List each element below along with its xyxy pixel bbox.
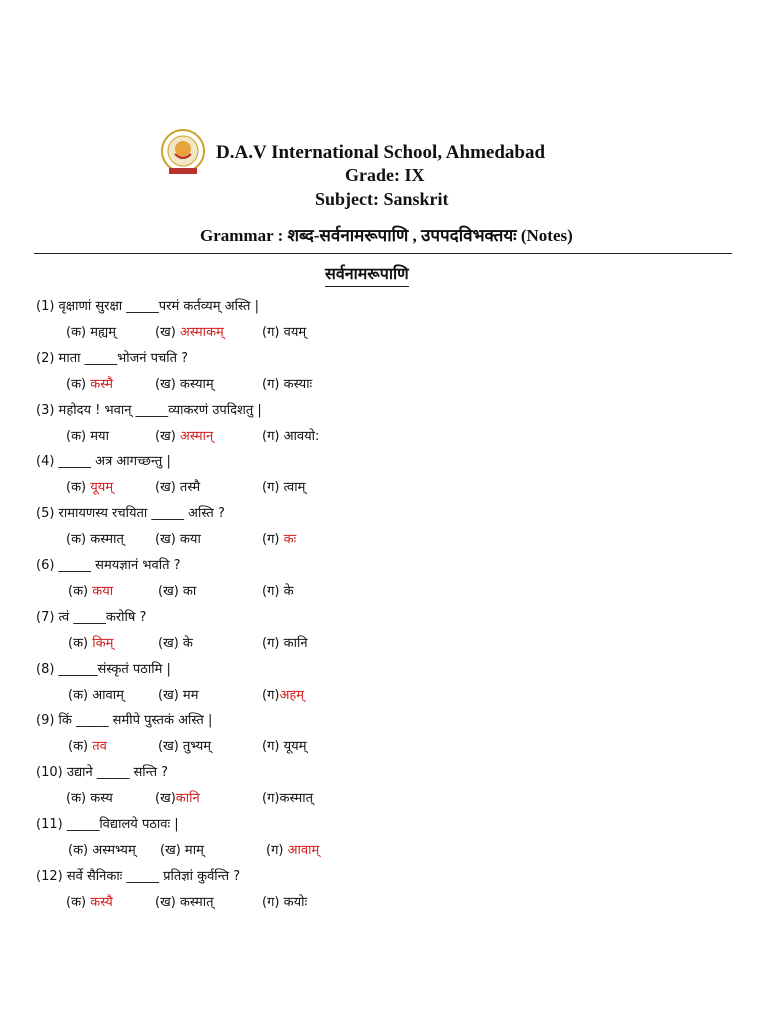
- question-text: (8) ______संस्कृतं पठामि |: [36, 662, 171, 677]
- option-text: कस्य: [90, 791, 113, 806]
- option-text: कस्मै: [90, 377, 114, 392]
- grade-label: Grade: IX: [345, 165, 425, 185]
- option-label: (ग): [262, 480, 284, 495]
- option-label: (क): [66, 377, 91, 392]
- option-a: [68, 685, 124, 703]
- option-label: (ख): [160, 843, 185, 858]
- option-b: [155, 892, 214, 910]
- option-b: [155, 477, 200, 495]
- option-c: [266, 840, 319, 858]
- option-label: (ग): [262, 377, 284, 392]
- school-name: D.A.V International School, Ahmedabad: [216, 142, 546, 163]
- option-label: (क): [66, 532, 91, 547]
- option-label: (ग): [262, 532, 284, 547]
- option-label: (क): [68, 843, 93, 858]
- option-label: (ख): [155, 895, 180, 910]
- option-text: के: [182, 636, 193, 651]
- option-label: (ख): [158, 739, 183, 754]
- option-a: [66, 788, 113, 806]
- option-c: [262, 788, 313, 806]
- option-label: (क): [68, 636, 93, 651]
- option-a: [66, 374, 113, 392]
- option-text: तुभ्यम्: [182, 739, 212, 754]
- school-logo: [157, 128, 209, 178]
- option-c: [262, 426, 319, 444]
- option-label: (ख): [155, 429, 180, 444]
- option-c: [262, 633, 308, 651]
- question-text: (4) _____ अत्र आगच्छन्तु |: [36, 454, 171, 469]
- option-b: [155, 788, 200, 806]
- option-text: के: [283, 584, 294, 599]
- question-text: (5) रामायणस्य रचयिता _____ अस्ति ?: [36, 506, 225, 521]
- question-text: (9) किं _____ समीपे पुस्तकं अस्ति |: [36, 713, 213, 728]
- option-c: [262, 374, 312, 392]
- option-text: अस्मान्: [179, 429, 214, 444]
- option-c: [262, 322, 306, 340]
- option-b: [158, 581, 196, 599]
- option-text: किम्: [92, 636, 114, 651]
- option-a: [68, 840, 136, 858]
- option-c: [262, 477, 305, 495]
- option-text: मया: [90, 429, 109, 444]
- option-text: का: [182, 584, 197, 599]
- option-label: (ग): [262, 636, 284, 651]
- section-title: सर्वनामरूपाणि: [325, 262, 409, 287]
- option-text: कस्मात्: [90, 532, 124, 547]
- grammar-heading: Grammar : शब्द-सर्वनामरूपाणि , उपपदविभक्तयः (Notes): [200, 226, 573, 245]
- option-a: [66, 892, 113, 910]
- option-label: (ख): [155, 480, 180, 495]
- option-c: [262, 736, 306, 754]
- option-a: [68, 581, 113, 599]
- option-text: कया: [92, 584, 114, 599]
- option-text: माम्: [184, 843, 204, 858]
- option-label: (ग): [262, 895, 284, 910]
- question-text: (3) महोदय ! भवान् _____व्याकरणं उपदिशतु |: [36, 403, 262, 418]
- option-b: [155, 426, 213, 444]
- option-label: (ख): [155, 532, 180, 547]
- option-label: (क): [68, 688, 93, 703]
- option-text: कः: [283, 532, 297, 547]
- option-label: (ख): [155, 377, 180, 392]
- option-text: यूयम्: [90, 480, 114, 495]
- option-label: (ख): [155, 791, 176, 806]
- option-b: [155, 529, 201, 547]
- option-a: [66, 426, 109, 444]
- question-text: (10) उद्याने _____ सन्ति ?: [36, 765, 169, 780]
- option-label: (ग): [262, 791, 280, 806]
- option-a: [66, 322, 116, 340]
- option-label: (ग): [262, 584, 284, 599]
- option-c: [262, 892, 307, 910]
- question-text: (2) माता _____भोजनं पचति ?: [36, 351, 189, 366]
- option-text: यूयम्: [283, 739, 307, 754]
- option-label: (क): [66, 895, 91, 910]
- question-text: (7) त्वं _____करोषि ?: [36, 610, 147, 625]
- option-c: [262, 529, 296, 547]
- option-text: अस्माकम्: [179, 325, 224, 340]
- option-text: त्वाम्: [283, 480, 306, 495]
- option-a: [68, 736, 107, 754]
- option-a: [66, 477, 113, 495]
- option-text: आवाम्: [287, 843, 320, 858]
- question-text: (11) _____विद्यालये पठावः |: [36, 817, 179, 832]
- option-label: (ख): [158, 584, 183, 599]
- option-a: [68, 633, 113, 651]
- option-text: कस्यै: [90, 895, 113, 910]
- option-label: (क): [66, 429, 91, 444]
- option-text: कयोः: [283, 895, 308, 910]
- option-b: [158, 685, 198, 703]
- question-text: (6) _____ समयज्ञानं भवति ?: [36, 558, 181, 573]
- question-text: (12) सर्वे सैनिकाः _____ प्रतिज्ञां कुर्वन्ति ?: [36, 869, 241, 884]
- option-text: आवयो:: [283, 429, 320, 444]
- option-text: वयम्: [283, 325, 307, 340]
- option-label: (क): [68, 584, 93, 599]
- option-label: (क): [68, 739, 93, 754]
- option-label: (ख): [155, 325, 180, 340]
- option-text: मम: [182, 688, 199, 703]
- option-label: (क): [66, 480, 91, 495]
- option-text: कानि: [283, 636, 308, 651]
- option-text: कस्याः: [283, 377, 313, 392]
- option-text: आवाम्: [92, 688, 124, 703]
- option-text: अहम्: [279, 688, 305, 703]
- option-b: [160, 840, 204, 858]
- option-text: कया: [179, 532, 201, 547]
- option-text: तस्मै: [179, 480, 201, 495]
- option-b: [155, 374, 214, 392]
- option-label: (ख): [158, 636, 183, 651]
- option-text: अस्मभ्यम्: [92, 843, 136, 858]
- option-c: [262, 685, 304, 703]
- option-label: (क): [66, 325, 91, 340]
- option-label: (ग): [262, 429, 284, 444]
- option-a: [66, 529, 124, 547]
- option-c: [262, 581, 294, 599]
- option-text: कानि: [175, 791, 200, 806]
- subject-label: Subject: Sanskrit: [315, 189, 449, 209]
- option-b: [158, 633, 193, 651]
- option-label: (ग): [262, 688, 280, 703]
- option-text: कस्मात्: [279, 791, 314, 806]
- option-text: कस्याम्: [179, 377, 214, 392]
- option-b: [158, 736, 211, 754]
- option-text: कस्मात्: [179, 895, 214, 910]
- option-label: (ग): [262, 325, 284, 340]
- option-label: (ख): [158, 688, 183, 703]
- option-label: (ग): [262, 739, 284, 754]
- option-label: (ग): [266, 843, 288, 858]
- divider: [34, 253, 732, 254]
- option-text: मह्यम्: [90, 325, 117, 340]
- option-text: तव: [92, 739, 107, 754]
- question-text: (1) वृक्षाणां सुरक्षा _____परमं कर्तव्यम् अस्ति |: [36, 299, 259, 314]
- option-b: [155, 322, 224, 340]
- option-label: (क): [66, 791, 91, 806]
